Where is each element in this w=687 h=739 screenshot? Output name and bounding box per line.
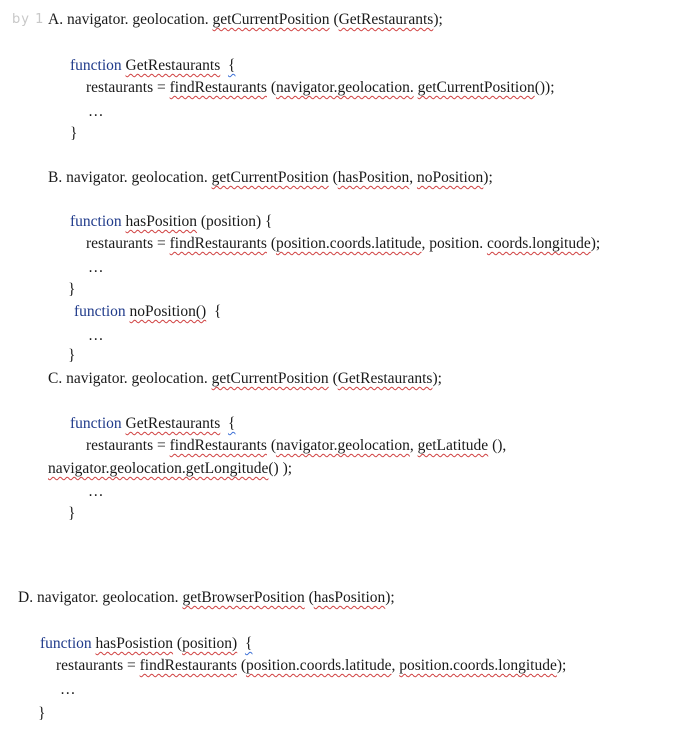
option-a-ellipsis: … bbox=[88, 103, 104, 120]
option-c-ellipsis: … bbox=[88, 483, 104, 500]
option-d-label: D. navigator. geolocation. bbox=[18, 589, 183, 606]
option-b-function1-decl: function hasPosition (position) { bbox=[70, 213, 273, 230]
option-d-function-decl: function hasPosistion (position) { bbox=[40, 635, 253, 652]
option-c-close: } bbox=[68, 505, 76, 522]
option-c-body: restaurants = findRestaurants (navigator.geolocation, getLatitude (), bbox=[86, 437, 507, 454]
option-c-label: C. navigator. geolocation. bbox=[48, 370, 212, 387]
option-d-call: D. navigator. geolocation. getBrowserPosition (hasPosition); bbox=[18, 589, 395, 606]
option-d-ellipsis: … bbox=[60, 681, 76, 698]
option-b-close1: } bbox=[68, 281, 76, 298]
option-a-label: A. bbox=[48, 11, 64, 28]
option-c-body-continued: navigator.geolocation.getLongitude() ); bbox=[48, 460, 293, 477]
option-d-close: } bbox=[38, 705, 46, 722]
option-a-close: } bbox=[70, 125, 78, 142]
option-a-function-decl: function GetRestaurants { bbox=[70, 57, 236, 74]
option-b-function2-decl: function noPosition() { bbox=[74, 303, 222, 320]
option-c-function-decl: function GetRestaurants { bbox=[70, 415, 236, 432]
option-b-label: B. navigator. geolocation. bbox=[48, 169, 212, 186]
watermark: by 1 bbox=[12, 12, 45, 27]
option-b-ellipsis2: … bbox=[88, 327, 104, 344]
option-b-call: B. navigator. geolocation. getCurrentPosition (hasPosition, noPosition); bbox=[48, 169, 493, 186]
option-b-close2: } bbox=[68, 347, 76, 364]
option-b-ellipsis1: … bbox=[88, 259, 104, 276]
option-a-call: A. navigator. geolocation. getCurrentPosition (GetRestaurants); bbox=[48, 11, 443, 28]
option-a-body: restaurants = findRestaurants (navigator.geolocation. getCurrentPosition()); bbox=[86, 79, 555, 96]
option-b-body: restaurants = findRestaurants (position.coords.latitude, position. coords.longitude); bbox=[86, 235, 601, 252]
option-c-call: C. navigator. geolocation. getCurrentPosition (GetRestaurants); bbox=[48, 370, 442, 387]
option-d-body: restaurants = findRestaurants (position.coords.latitude, position.coords.longitude); bbox=[56, 657, 567, 674]
